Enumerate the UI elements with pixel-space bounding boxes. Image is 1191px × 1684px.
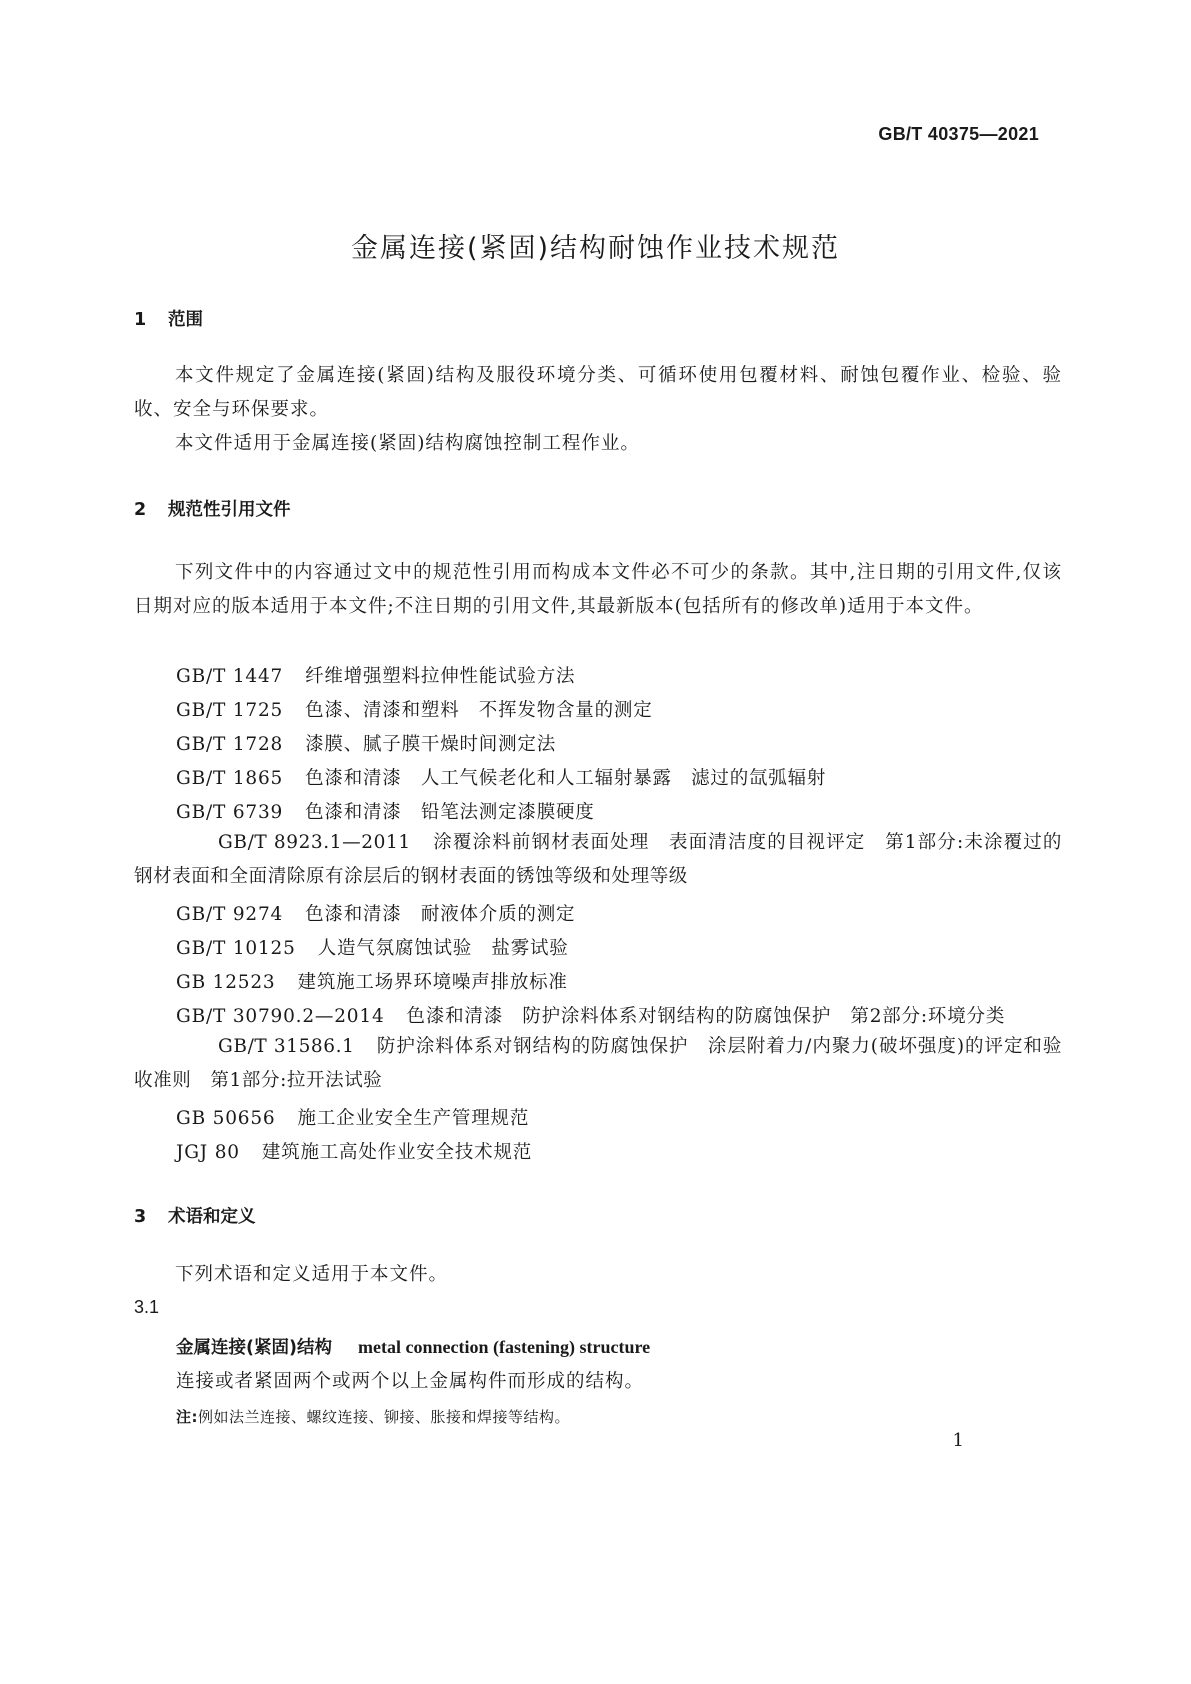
reference-item — [176, 696, 653, 722]
reference-code: GB/T 1865 — [176, 768, 284, 789]
reference-title: 纤维增强塑料拉伸性能试验方法 — [305, 666, 576, 687]
section-title: 范围 — [168, 310, 203, 330]
reference-title: 建筑施工场界环境噪声排放标准 — [297, 972, 568, 993]
reference-code: GB/T 10125 — [176, 938, 296, 959]
reference-item — [176, 900, 575, 926]
reference-code: GB/T 31586.1 — [218, 1036, 355, 1057]
section-1-heading — [134, 306, 203, 331]
reference-item — [176, 968, 568, 994]
reference-title: 色漆和清漆 防护涂料体系对钢结构的防腐蚀保护 第2部分:环境分类 — [406, 1006, 1006, 1027]
reference-item — [176, 934, 569, 960]
term-title-zh: 金属连接(紧固)结构 — [176, 1338, 332, 1358]
reference-item — [176, 1138, 532, 1164]
section-3-heading — [134, 1203, 256, 1228]
reference-item — [176, 1002, 1005, 1028]
reference-item — [176, 730, 556, 756]
term-title — [176, 1334, 650, 1359]
standard-code: GB/T 40375—2021 — [878, 124, 1039, 144]
reference-title: 建筑施工高处作业安全技术规范 — [261, 1142, 533, 1163]
reference-item — [134, 1030, 1062, 1098]
reference-title: 防护涂料体系对钢结构的防腐蚀保护 涂层附着力/内聚力(破坏强度)的评定和验收准则 第1部分:拉开法试验 — [134, 1036, 1062, 1091]
section-2-heading — [134, 496, 291, 521]
document-title: 金属连接(紧固)结构耐蚀作业技术规范 — [350, 233, 841, 264]
reference-code: GB/T 1447 — [176, 666, 284, 687]
reference-code: GB/T 6739 — [176, 802, 284, 823]
reference-title: 色漆和清漆 人工气候老化和人工辐射暴露 滤过的氙弧辐射 — [305, 768, 827, 789]
reference-item — [176, 1104, 529, 1130]
reference-item — [176, 798, 595, 824]
reference-title: 色漆和清漆 铅笔法测定漆膜硬度 — [305, 802, 595, 823]
reference-code: GB 12523 — [176, 972, 276, 993]
reference-code: GB/T 9274 — [176, 904, 284, 925]
terms-intro: 下列术语和定义适用于本文件。 — [175, 1264, 449, 1285]
reference-title: 漆膜、腻子膜干燥时间测定法 — [305, 734, 557, 755]
reference-code: GB/T 8923.1—2011 — [218, 832, 411, 853]
reference-title: 涂覆涂料前钢材表面处理 表面清洁度的目视评定 第1部分:未涂覆过的钢材表面和全面清除原有涂层后的钢材表面的锈蚀等级和处理等级 — [134, 832, 1062, 887]
page-number: 1 — [952, 1430, 964, 1451]
note-label: 注: — [176, 1408, 198, 1426]
section-number: 3 — [134, 1207, 147, 1227]
reference-title: 施工企业安全生产管理规范 — [297, 1108, 530, 1129]
term-number: 3.1 — [134, 1297, 160, 1317]
section-title: 规范性引用文件 — [168, 500, 291, 520]
term-definition: 连接或者紧固两个或两个以上金属构件而形成的结构。 — [176, 1371, 645, 1392]
reference-title: 色漆和清漆 耐液体介质的测定 — [305, 904, 576, 925]
reference-item — [134, 826, 1062, 894]
reference-title: 色漆、清漆和塑料 不挥发物含量的测定 — [305, 700, 653, 721]
scope-paragraph-2: 本文件适用于金属连接(紧固)结构腐蚀控制工程作业。 — [175, 433, 640, 454]
reference-code: GB/T 1728 — [176, 734, 284, 755]
section-number: 2 — [134, 500, 147, 520]
scope-paragraph-1: 本文件规定了金属连接(紧固)结构及服役环境分类、可循环使用包覆材料、耐蚀包覆作业、检验、验收、安全与环保要求。 — [134, 365, 1062, 420]
section-number: 1 — [134, 310, 147, 330]
note-text: 例如法兰连接、螺纹连接、铆接、胀接和焊接等结构。 — [198, 1408, 571, 1426]
reference-title: 人造气氛腐蚀试验 盐雾试验 — [317, 938, 569, 959]
reference-code: GB/T 1725 — [176, 700, 284, 721]
reference-item — [176, 662, 575, 688]
term-title-en: metal connection (fastening) structure — [358, 1337, 651, 1357]
reference-code: GB 50656 — [176, 1108, 276, 1129]
reference-item — [176, 764, 826, 790]
reference-code: GB/T 30790.2—2014 — [176, 1006, 385, 1027]
reference-code: JGJ 80 — [176, 1142, 240, 1163]
references-intro: 下列文件中的内容通过文中的规范性引用而构成本文件必不可少的条款。其中,注日期的引用文件,仅该日期对应的版本适用于本文件;不注日期的引用文件,其最新版本(包括所有的修改单)适用于本文件。 — [134, 562, 1062, 617]
section-title: 术语和定义 — [168, 1207, 256, 1227]
term-note — [176, 1406, 570, 1427]
